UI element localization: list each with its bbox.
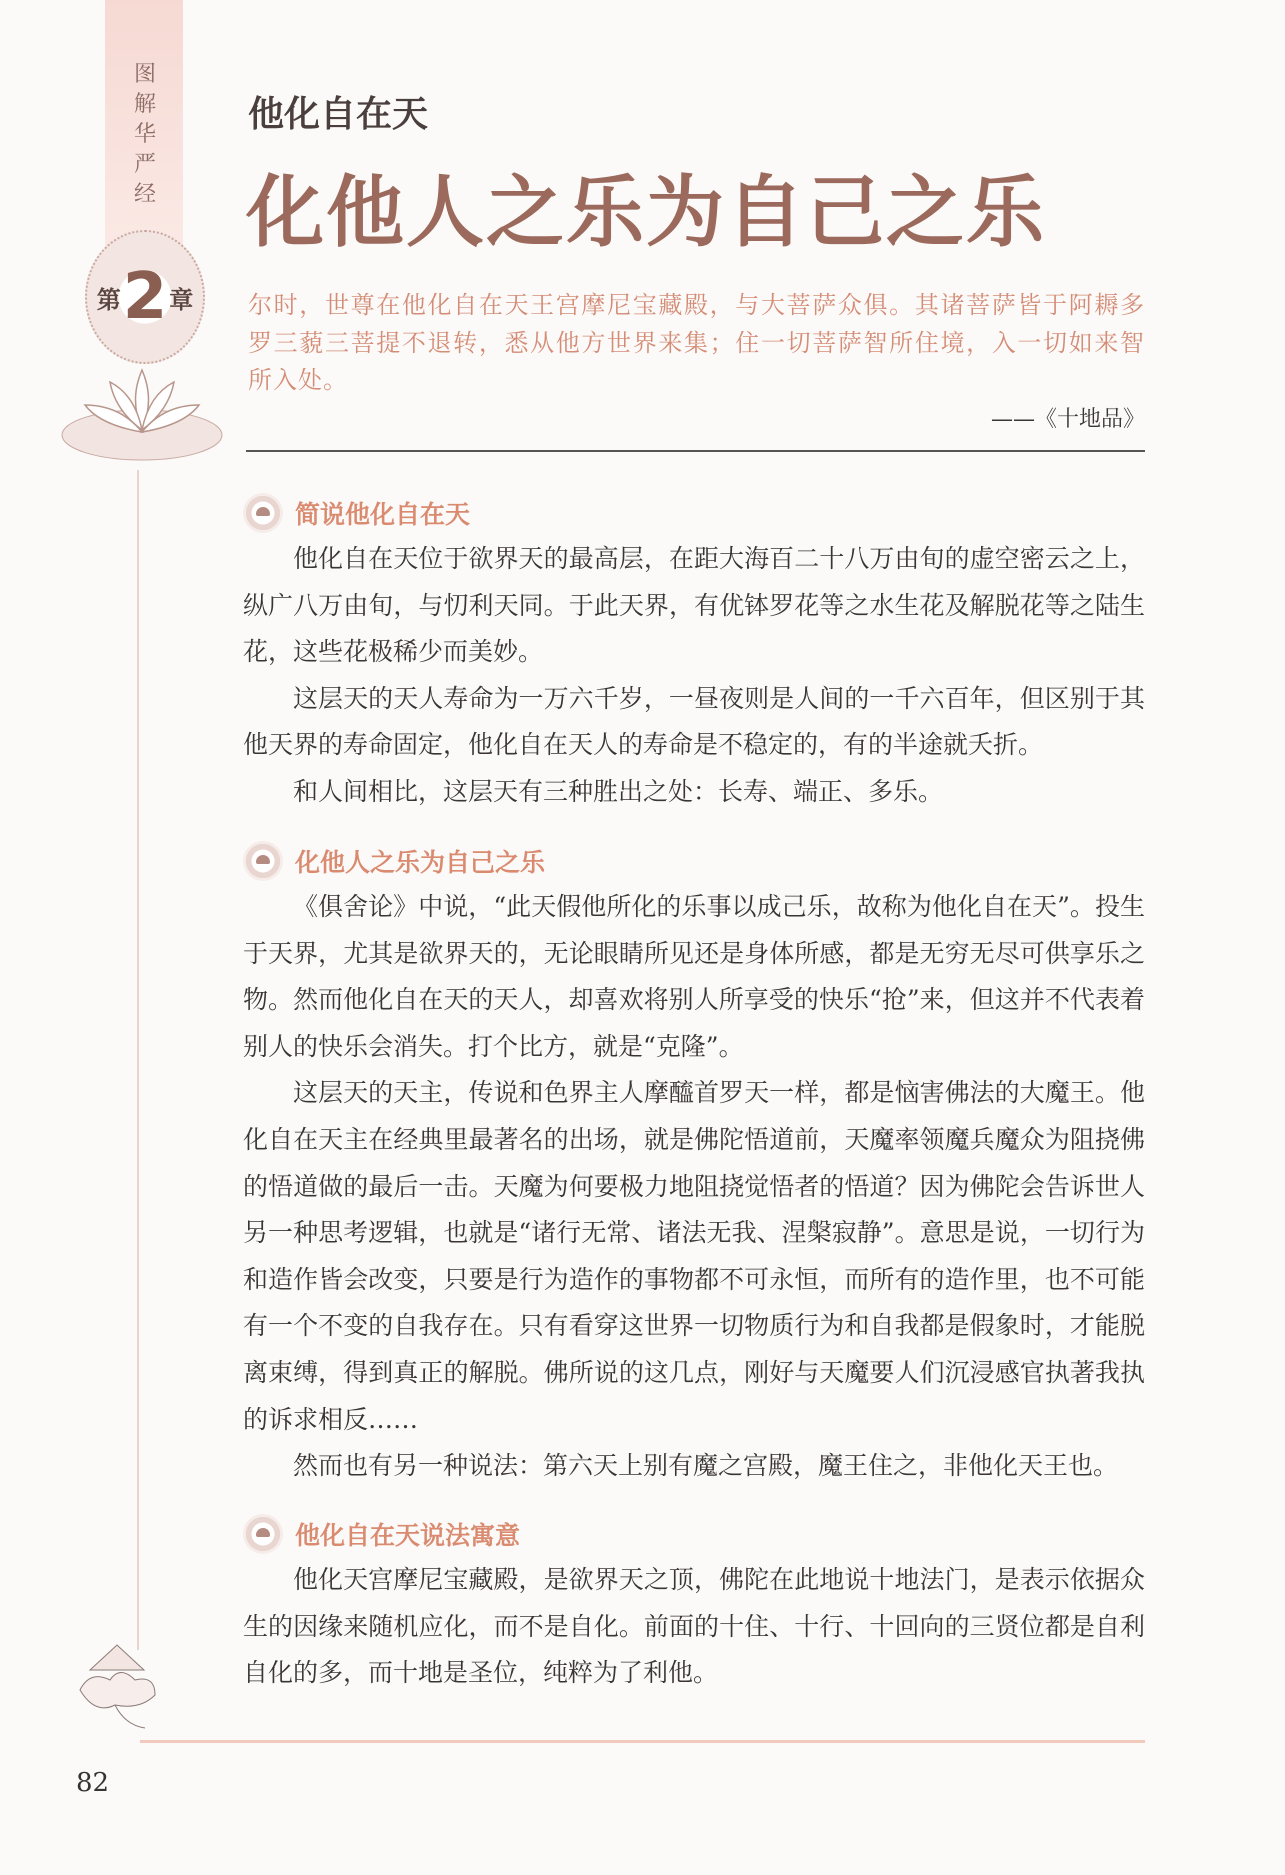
section-emblem-icon — [243, 841, 283, 881]
section-heading: 化他人之乐为自己之乐 — [295, 848, 546, 877]
page-number: 82 — [76, 1768, 110, 1798]
chapter-number: 2 — [122, 260, 168, 334]
section-heading: 他化自在天说法寓意 — [295, 1521, 521, 1550]
footer-line — [140, 1740, 1145, 1743]
divider — [246, 450, 1145, 452]
book-title-vertical: 图解华严经 — [133, 62, 156, 207]
paragraph: 他化天宫摩尼宝藏殿，是欲界天之顶，佛陀在此地说十地法门，是表示依据众生的因缘来随机应化，而不是自化。前面的十住、十行、十回向的三贤位都是自利自化的多，而十地是圣位，纯粹为了利他。 — [243, 1565, 1145, 1688]
chapter-suffix: 章 — [169, 285, 194, 314]
chapter-badge — [85, 230, 205, 364]
section-2 — [243, 838, 1145, 1490]
chapter-prefix: 第 — [96, 285, 121, 314]
paragraph: 《俱舍论》中说，“此天假他所化的乐事以成己乐，故称为他化自在天”。投生于天界，尤其是欲界天的，无论眼睛所见还是身体所感，都是无穷无尽可供享乐之物。然而他化自在天的天人，却喜欢将别人所享受的快乐“抢”来，但这并不代表着别人的快乐会消失。打个比方，就是“克隆”。 — [243, 892, 1145, 1061]
section-3 — [243, 1511, 1145, 1697]
paragraph: 这层天的天人寿命为一万六千岁，一昼夜则是人间的一千六百年，但区别于其他天界的寿命固定，他化自在天人的寿命是不稳定的，有的半途就夭折。 — [243, 683, 1145, 760]
section-emblem-icon — [243, 493, 283, 533]
paragraph: 这层天的天主，传说和色界主人摩醯首罗天一样，都是恼害佛法的大魔王。他化自在天主在经典里最著名的出场，就是佛陀悟道前，天魔率领魔兵魔众为阻挠佛的悟道做的最后一击。天魔为何要极力地阻挠觉悟者的悟道？因为佛陀会告诉世人另一种思考逻辑，也就是“诸行无常、诸法无我、涅槃寂静”。意思是说，一切行为和造作皆会改变，只要是行为造作的事物都不可永恒，而所有的造作里，也不可能有一个不变的自我存在。只有看穿这世界一切物质行为和自我都是假象时，才能脱离束缚，得到真正的解脱。佛所说的这几点，刚好与天魔要人们沉浸感官执著我执的诉求相反…… — [243, 1078, 1145, 1434]
lotus-icon — [60, 360, 225, 465]
paragraph: 和人间相比，这层天有三种胜出之处：长寿、端正、多乐。 — [293, 776, 944, 806]
quote-source: ——《十地品》 — [990, 407, 1145, 432]
paragraph: 然而也有另一种说法：第六天上别有魔之宫殿，魔王住之，非他化天王也。 — [293, 1451, 1119, 1481]
section-heading: 简说他化自在天 — [295, 500, 471, 529]
section-emblem-icon — [243, 1514, 283, 1554]
cloud-ornament-icon — [70, 1630, 165, 1730]
scripture-quote: 尔时，世尊在他化自在天王宫摩尼宝藏殿，与大菩萨众俱。其诸菩萨皆于阿耨多罗三藐三菩提不退转，悉从他方世界来集；住一切菩萨智所住境，入一切如来智所入处。 — [248, 291, 1145, 394]
page-title: 化他人之乐为自己之乐 — [246, 168, 1047, 258]
margin-line — [137, 470, 139, 1650]
paragraph: 他化自在天位于欲界天的最高层，在距大海百二十八万由旬的虚空密云之上，纵广八万由旬，与忉利天同。于此天界，有优钵罗花等之水生花及解脱花等之陆生花，这些花极稀少而美妙。 — [243, 544, 1145, 667]
page-subtitle: 他化自在天 — [248, 94, 429, 135]
section-1 — [243, 490, 1145, 816]
